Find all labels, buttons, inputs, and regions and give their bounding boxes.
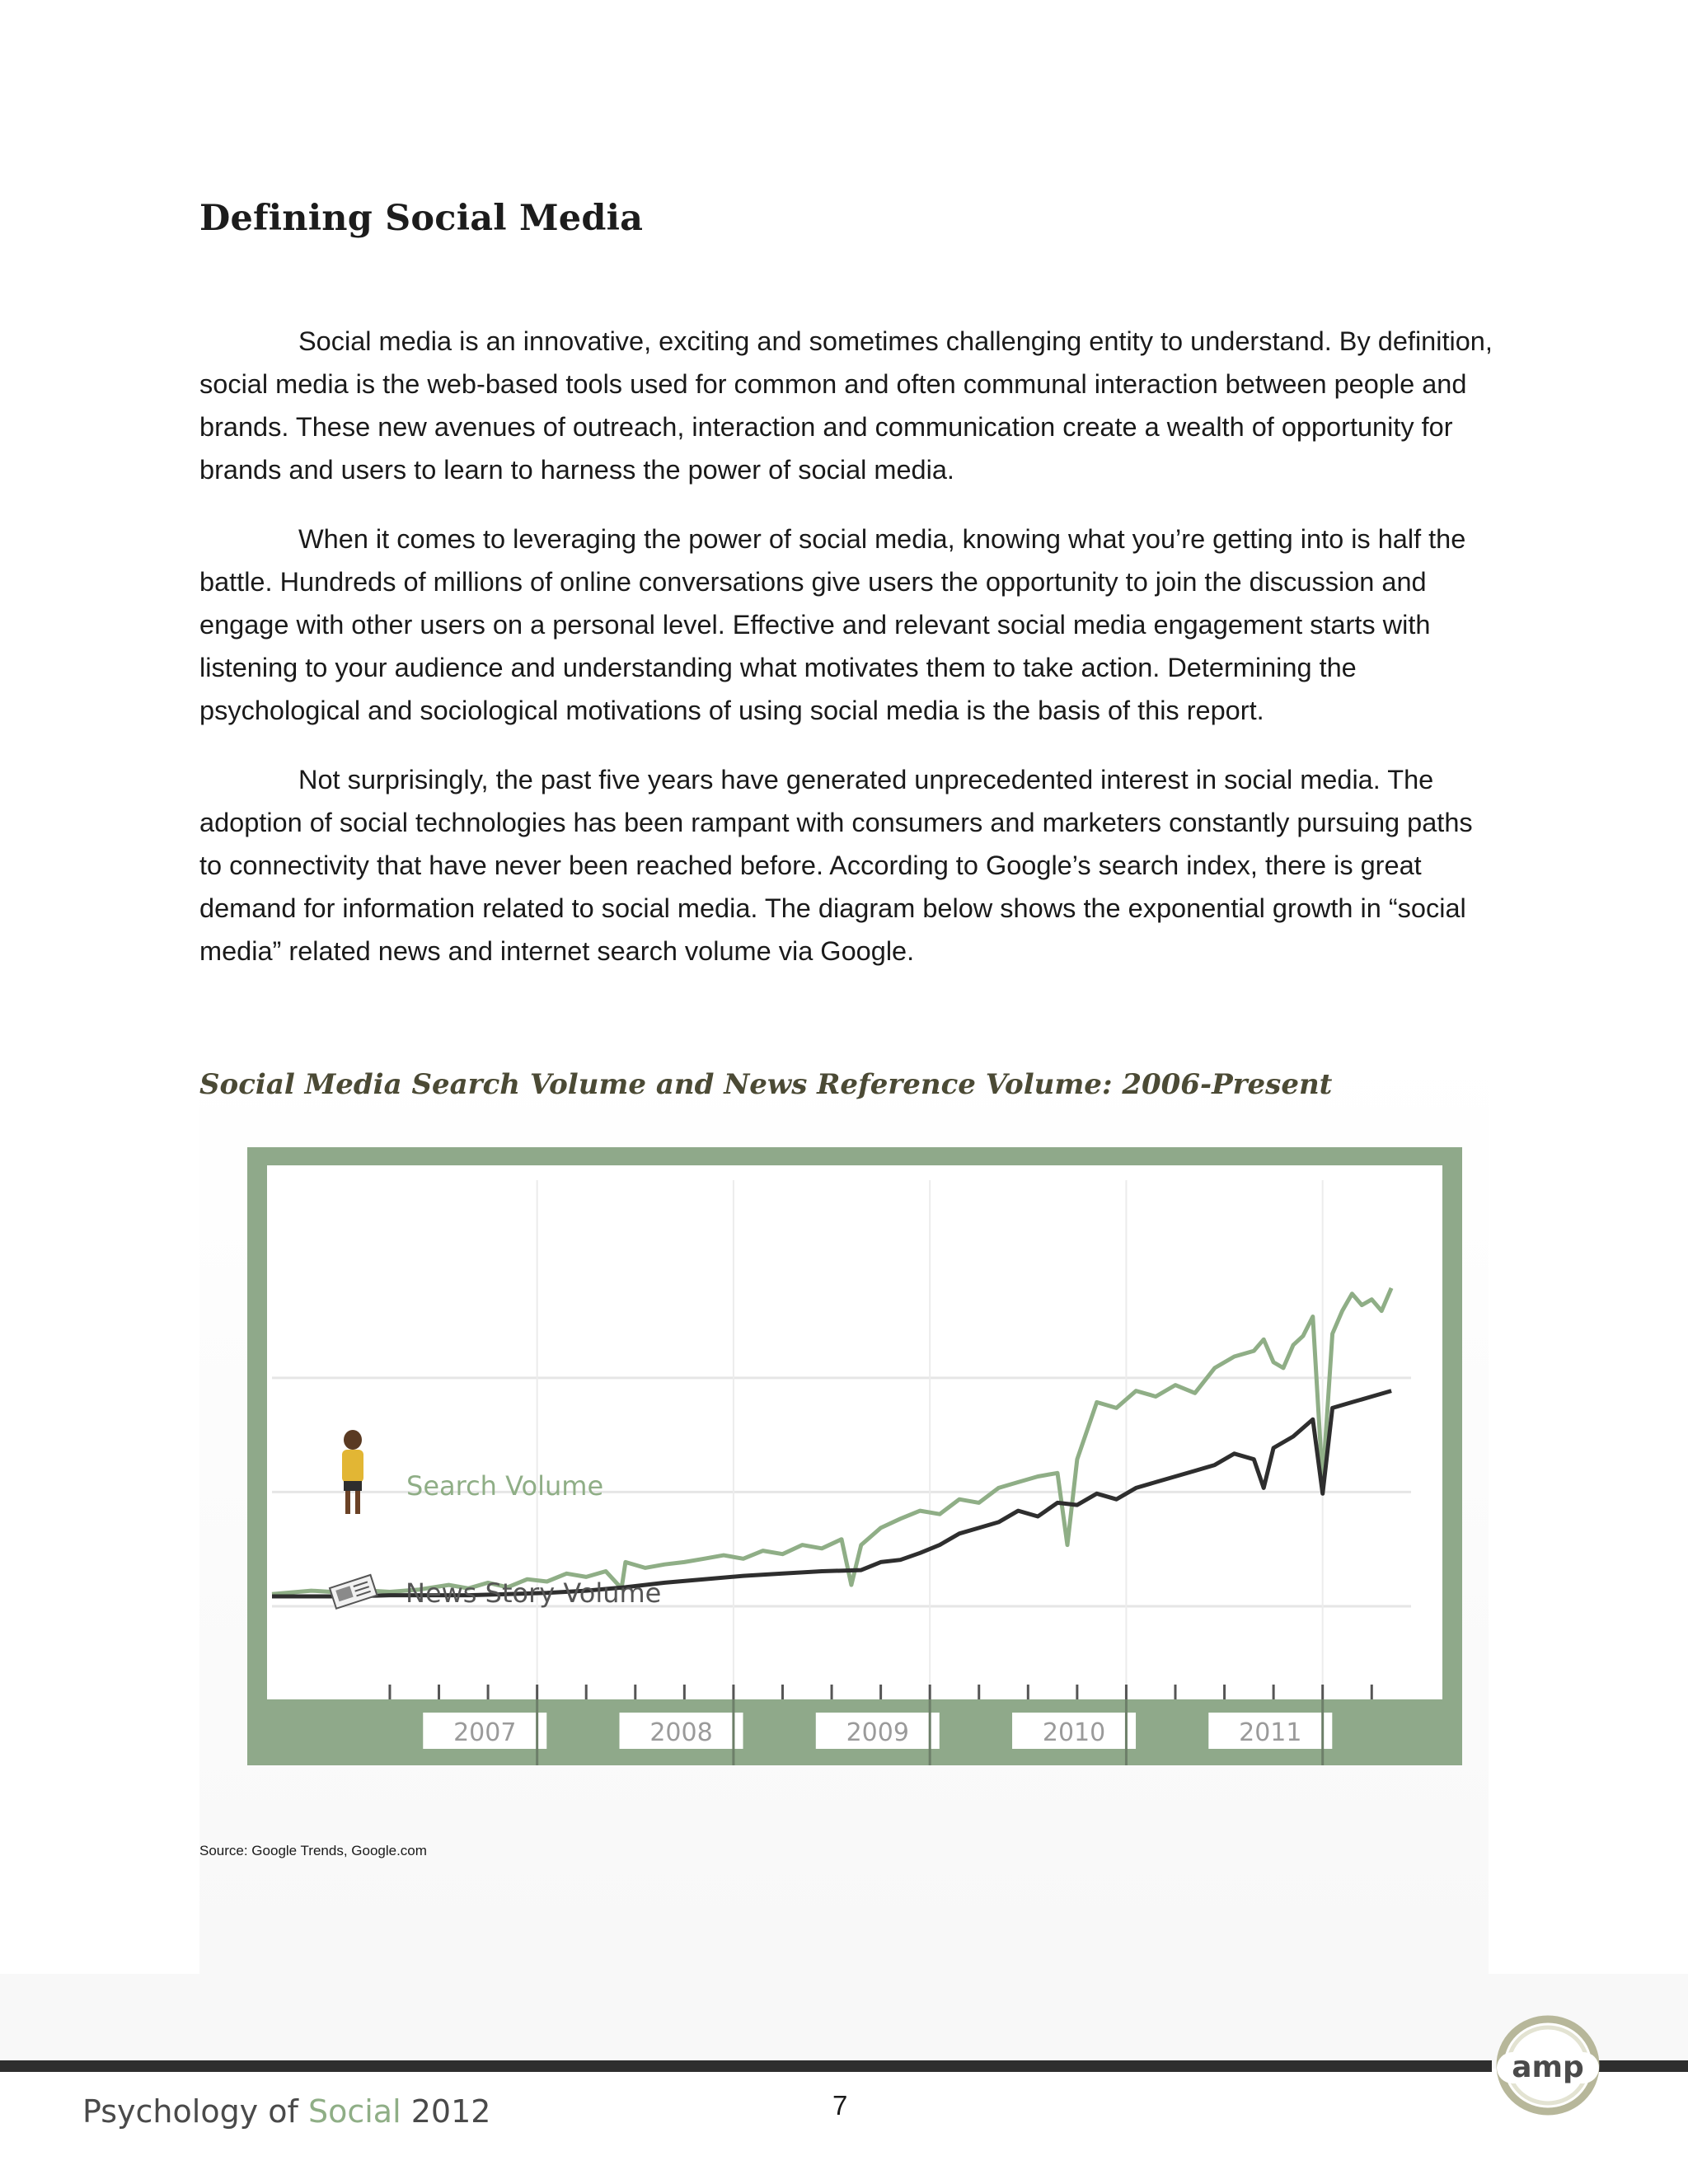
page-number: 7	[832, 2090, 848, 2121]
amp-logo	[1484, 2011, 1607, 2122]
amp-logo-text: amp	[1512, 2050, 1584, 2084]
chart-container	[247, 1147, 1462, 1765]
footer-publication-title	[82, 2093, 490, 2130]
paragraph: When it comes to leveraging the power of social media, knowing what you’re getting into is half the battle. Hundreds of millions of online conversations give users the opportunity to join the discussion and engage with other users on a personal level. Effective and relevant social media engagement starts with listening to your audience and understanding what motivates them to take action. Determining the psychological and sociological motivations of using social media is the basis of this report.	[199, 524, 1466, 725]
plot-area	[267, 1165, 1442, 1699]
footer-title-prefix: Psychology of	[82, 2093, 298, 2130]
footer-background-shade	[0, 1974, 1688, 2069]
body-text	[199, 320, 1493, 999]
x-tick-label: 2010	[1042, 1718, 1106, 1747]
section-heading: Defining Social Media	[199, 198, 644, 239]
chart-title: Social Media Search Volume and News Reference Volume: 2006-Present	[199, 1068, 1333, 1101]
paragraph: Not surprisingly, the past five years have generated unprecedented interest in social media. The adoption of social technologies has been rampant with consumers and marketers constantly pursuing paths to connectivity that have never been reached before. According to Google’s search index, there is great demand for information related to social media. The diagram below shows the exponential growth in “social media” related news and internet search volume via Google.	[199, 765, 1473, 966]
legend-news-story-volume: News Story Volume	[406, 1577, 662, 1609]
x-tick-label: 2007	[453, 1718, 517, 1747]
legend-search-volume: Search Volume	[406, 1470, 604, 1502]
x-tick-label: 2008	[649, 1718, 713, 1747]
footer-rule	[0, 2060, 1492, 2072]
line-chart	[247, 1147, 1462, 1765]
paragraph: Social media is an innovative, exciting and sometimes challenging entity to understand. By definition, social media is the web-based tools used for common and often communal interaction between people and brands. These new avenues of outreach, interaction and communication create a wealth of opportunity for brands and users to learn to harness the power of social media.	[199, 326, 1493, 485]
x-tick-label: 2011	[1239, 1718, 1302, 1747]
footer-title-year: 2012	[410, 2093, 491, 2130]
footer-title-accent: Social	[307, 2093, 401, 2130]
x-tick-label: 2009	[846, 1718, 909, 1747]
chart-source-note: Source: Google Trends, Google.com	[199, 1843, 427, 1858]
